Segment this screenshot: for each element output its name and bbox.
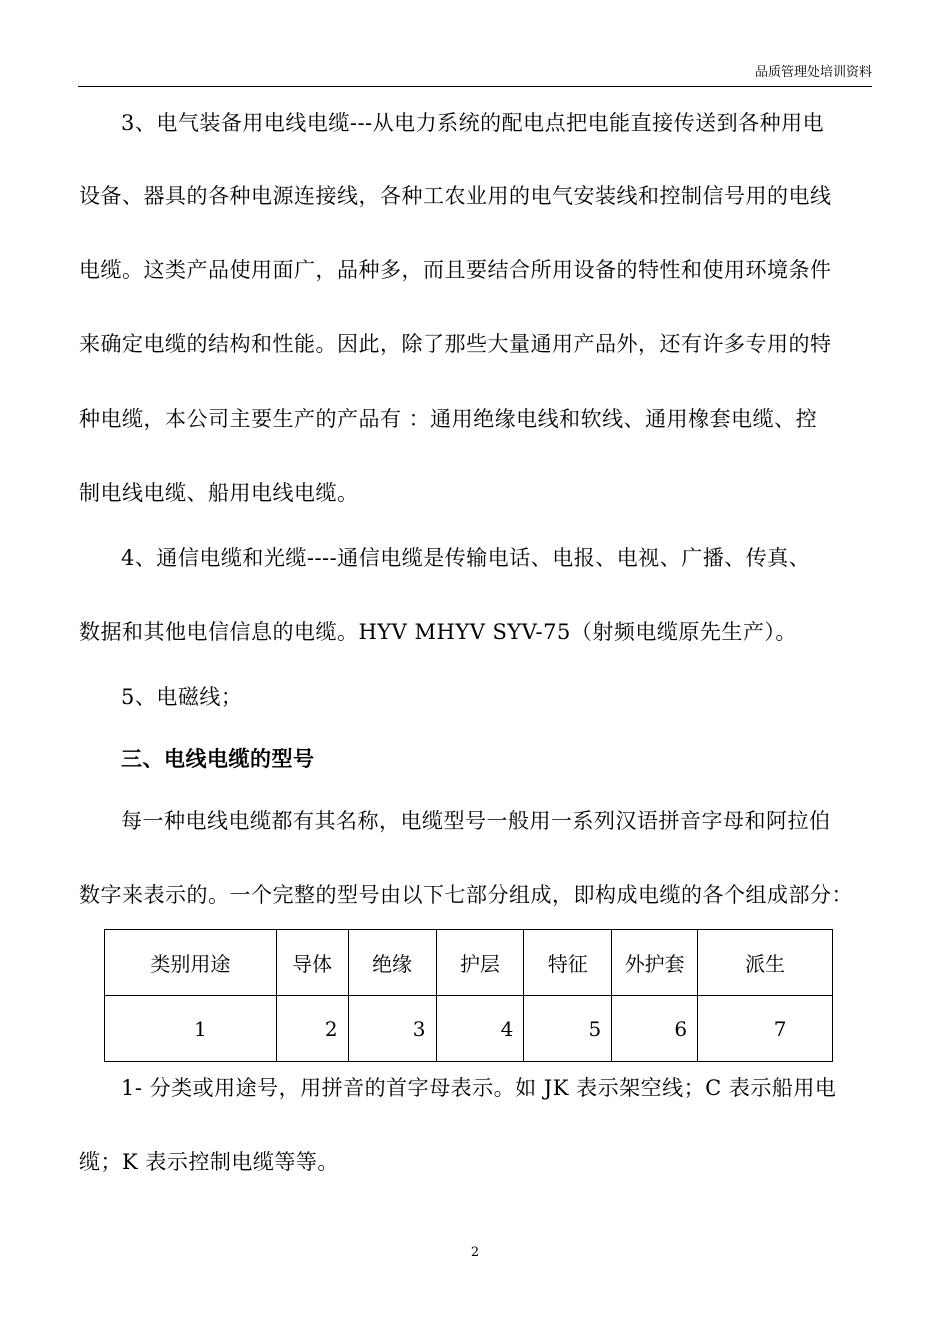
paragraph-3-line-5: 种电缆，本公司主要生产的产品有 ：通用绝缘电线和软线、通用橡套电缆、控	[79, 407, 818, 431]
table-header-cell: 导体	[276, 930, 348, 996]
paragraph-3-line-2: 设备、器具的各种电源连接线，各种工农业用的电气安装线和控制信号用的电线	[79, 184, 832, 208]
paragraph-3-line-6: 制电线电缆、船用电线电缆。	[79, 481, 359, 505]
table-header-cell: 绝缘	[348, 930, 436, 996]
paragraph-7-line-2: 缆；K 表示控制电缆等等。	[79, 1150, 339, 1174]
section-title: 三、电线电缆的型号	[121, 746, 315, 771]
paragraph-4-line-2: 数据和其他电信信息的电缆。HYV MHYV SYV-75（射频电缆原先生产）。	[79, 620, 797, 644]
paragraph-6-line-2: 数字来表示的。一个完整的型号由以下七部分组成，即构成电缆的各个组成部分：	[79, 883, 853, 907]
paragraph-3-line-3: 电缆。这类产品使用面广，品种多，而且要结合所用设备的特性和使用环境条件	[79, 258, 832, 282]
page-header	[78, 64, 872, 87]
table-cell: 2	[276, 996, 348, 1062]
paragraph-4-line-1: 4、通信电缆和光缆----通信电缆是传输电话、电报、电视、广播、传真、	[121, 546, 811, 570]
table-cell: 7	[698, 996, 833, 1062]
table-header-row	[105, 930, 833, 996]
cable-model-table	[104, 929, 833, 1062]
paragraph-5: 5、电磁线；	[121, 685, 243, 709]
table-header-cell: 外护套	[612, 930, 698, 996]
paragraph-6-line-1: 每一种电线电缆都有其名称，电缆型号一般用一系列汉语拼音字母和阿拉伯	[121, 809, 831, 833]
page-number: 2	[470, 1245, 480, 1260]
table-row	[105, 996, 833, 1062]
paragraph-7-line-1: 1- 分类或用途号，用拼音的首字母表示。如 JK 表示架空线；C 表示船用电	[121, 1076, 837, 1100]
table-header-cell: 类别用途	[105, 930, 277, 996]
table-header-cell: 特征	[524, 930, 612, 996]
table-cell: 5	[524, 996, 612, 1062]
paragraph-3-line-4: 来确定电缆的结构和性能。因此，除了那些大量通用产品外，还有许多专用的特	[79, 332, 832, 356]
table-header-cell: 护层	[436, 930, 524, 996]
table-cell: 6	[612, 996, 698, 1062]
table-cell: 4	[436, 996, 524, 1062]
paragraph-3-line-1: 3、电气装备用电线电缆---从电力系统的配电点把电能直接传送到各种用电	[121, 111, 825, 135]
table-header-cell: 派生	[698, 930, 833, 996]
header-title: 品质管理处培训资料	[754, 65, 872, 80]
table-cell: 1	[105, 996, 277, 1062]
table-cell: 3	[348, 996, 436, 1062]
